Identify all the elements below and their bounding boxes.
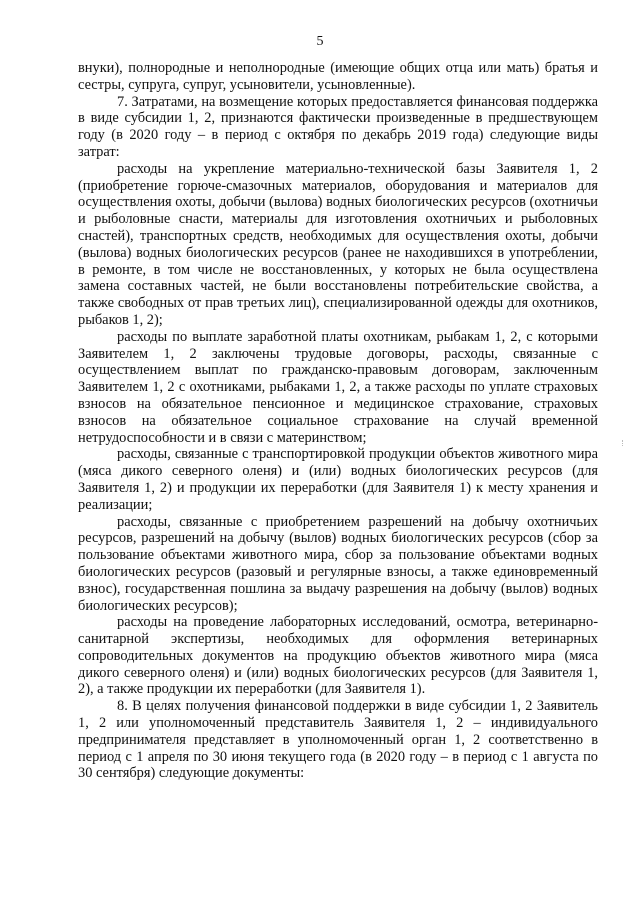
paragraph-expense-laboratory: расходы на проведение лабораторных исследований, осмотра, ветеринарно-санитарной экспертизы, необходимых для оформления ветеринарных сопроводительных документов на продукцию объектов животного мира (мяса дикого северного оленя) и (или) водных биологических ресурсов (для Заявителя 1, 2), а также продукции их переработки (для Заявителя 1). bbox=[78, 614, 598, 698]
page-number: 5 bbox=[316, 34, 324, 49]
paragraph-item-8: 8. В целях получения финансовой поддержки в виде субсидии 1, 2 Заявитель 1, 2 или уполномоченный представитель Заявителя 1, 2 – индивидуального предпринимателя представляет в уполномоченный орган 1, 2 соответственно в период с 1 апреля по 30 июня текущего года (в 2020 году – в период с 1 августа по 30 сентября) следующие документы: bbox=[78, 698, 598, 782]
paragraph-continuation: внуки), полнородные и неполнородные (имеющие общих отца или мать) братья и сестры, супруга, супруг, усыновители, усыновленные). bbox=[78, 60, 598, 93]
scan-edge-mark bbox=[622, 440, 627, 446]
paragraph-expense-transport: расходы, связанные с транспортировкой продукции объектов животного мира (мяса дикого северного оленя) и (или) водных биологических ресурсов (для Заявителя 1, 2) и продукции их переработки (для Заявителя 1) к месту хранения и реализации; bbox=[78, 446, 598, 513]
paragraph-expense-material-base: расходы на укрепление материально-технической базы Заявителя 1, 2 (приобретение горюче-смазочных материалов, оборудования и материалов для осуществления охоты, добычи (вылова) водных биологических ресурсов (охотничьи и рыболовные снасти, материалы для изготовления охотничьих и рыболовных снастей), транспортных средств, необходимых для осуществления охоты, добычи (вылова) водных биологических ресурсов (ранее не находившихся в употреблении, в ремонте, в том числе не восстановленных, у которых не была осуществлена замена составных частей, не были восстановлены потребительские свойства, а также свободных от прав третьих лиц), специализированной одежды для охотников, рыбаков 1, 2); bbox=[78, 160, 598, 328]
document-body bbox=[78, 60, 598, 782]
paragraph-expense-permits: расходы, связанные с приобретением разрешений на добычу охотничьих ресурсов, разрешений на добычу (вылов) водных биологических ресурсов (сбор за пользование объектами животного мира, сбор за пользование объектами водных биологических ресурсов (разовый и регулярные взносы, а также единовременный взнос), государственная пошлина за выдачу разрешения на добычу (вылов) водных биологических ресурсов); bbox=[78, 513, 598, 614]
paragraph-expense-salary: расходы по выплате заработной платы охотникам, рыбакам 1, 2, с которыми Заявителем 1, 2 заключены трудовые договоры, расходы, связанные с осуществлением выплат по гражданско-правовым договорам, заключенным Заявителем 1, 2 с охотниками, рыбаками 1, 2, а также расходы по уплате страховых взносов на обязательное пенсионное и медицинское страхование, страховых взносов на обязательное социальное страхование на случай временной нетрудоспособности и в связи с материнством; bbox=[78, 328, 598, 446]
paragraph-item-7: 7. Затратами, на возмещение которых предоставляется финансовая поддержка в виде субсидии 1, 2, признаются фактически произведенные в предшествующем году (в 2020 году – в период с октября по декабрь 2019 года) следующие виды затрат: bbox=[78, 93, 598, 160]
